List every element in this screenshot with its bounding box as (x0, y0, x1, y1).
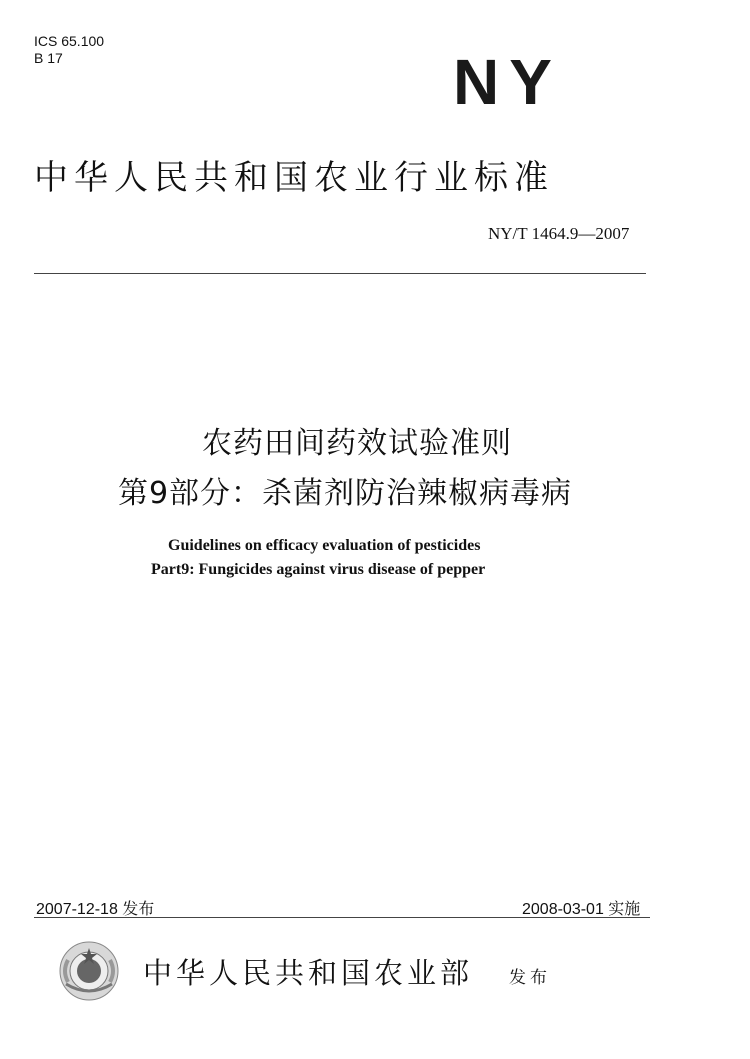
implementation-date: 2008-03-01 实施 (522, 901, 641, 918)
standard-number: NY/T 1464.9—2007 (488, 224, 630, 243)
standard-category: 中华人民共和国农业行业标准 (34, 158, 554, 198)
issuing-authority: 中华人民共和国农业部 (143, 956, 474, 990)
chinese-title-line2: 第9部分：杀菌剂防治辣椒病毒病 (117, 476, 573, 511)
issuing-label: 发布 (509, 968, 551, 988)
issue-date: 2007-12-18 发布 (36, 901, 155, 918)
english-title-line1: Guidelines on efficacy evaluation of pesticides (168, 537, 481, 554)
ics-code: ICS 65.100 (34, 33, 105, 49)
footer-divider (34, 917, 650, 918)
chinese-title-line1: 农药田间药效试验准则 (202, 426, 512, 461)
ny-logo: NY (453, 46, 562, 118)
national-emblem-icon (58, 940, 120, 1002)
header-divider (34, 273, 646, 274)
english-title-line2: Part9: Fungicides against virus disease of pepper (151, 561, 486, 578)
classification-codes (34, 33, 104, 67)
ccs-code: B 17 (34, 50, 63, 66)
